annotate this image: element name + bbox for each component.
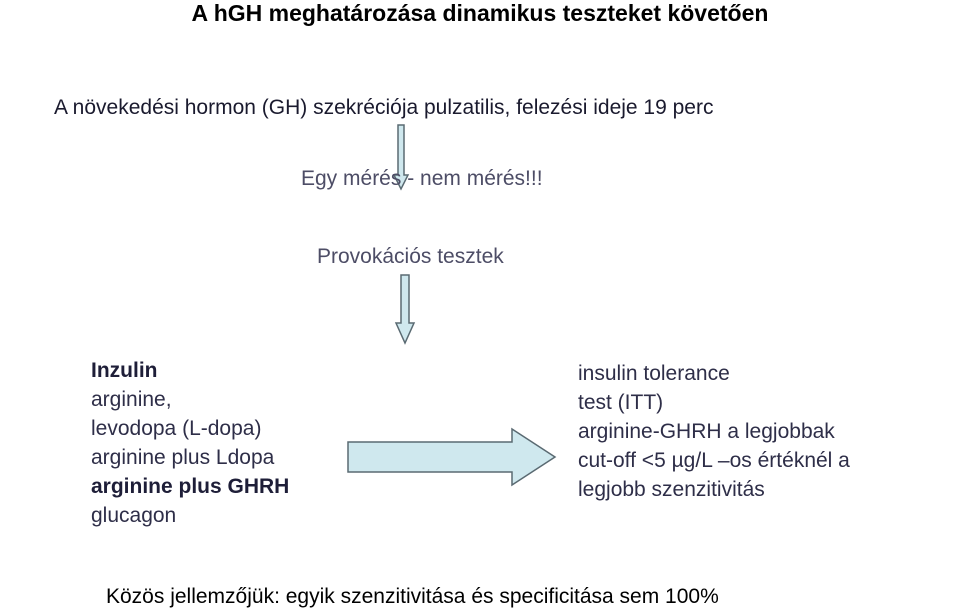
list-item: arginine plus GHRH <box>91 475 290 498</box>
list-item: arginine plus Ldopa <box>91 446 275 469</box>
page-title: A hGH meghatározása dinamikus teszteket követően <box>191 0 769 26</box>
list-item: legjobb szenzitivitás <box>578 478 765 501</box>
list-item: levodopa (L-dopa) <box>91 417 262 440</box>
footer-note: Közös jellemzőjük: egyik szenzitivitása és specificitása sem 100% <box>106 585 719 608</box>
list-item: arginine, <box>91 388 172 411</box>
list-item: glucagon <box>91 504 177 527</box>
intro-line: A növekedési hormon (GH) szekréciója pulzatilis, felezési ideje 19 perc <box>54 96 714 119</box>
stimulation-agents-list <box>91 356 289 530</box>
right-arrow-icon <box>347 428 557 486</box>
down-arrow-large-shape <box>396 275 414 343</box>
measurement-line: Egy mérés - nem mérés!!! <box>301 167 543 190</box>
provocation-heading: Provokációs tesztek <box>317 245 504 268</box>
list-item: Inzulin <box>91 359 158 382</box>
list-item: arginine-GHRH a legjobbak <box>578 420 835 443</box>
list-item: test (ITT) <box>578 391 664 414</box>
test-results-list <box>578 359 850 504</box>
right-arrow-shape <box>348 429 555 485</box>
list-item: insulin tolerance <box>578 362 730 385</box>
down-arrow-large-icon <box>394 275 416 345</box>
list-item: cut-off <5 µg/L –os értéknél a <box>578 449 850 472</box>
